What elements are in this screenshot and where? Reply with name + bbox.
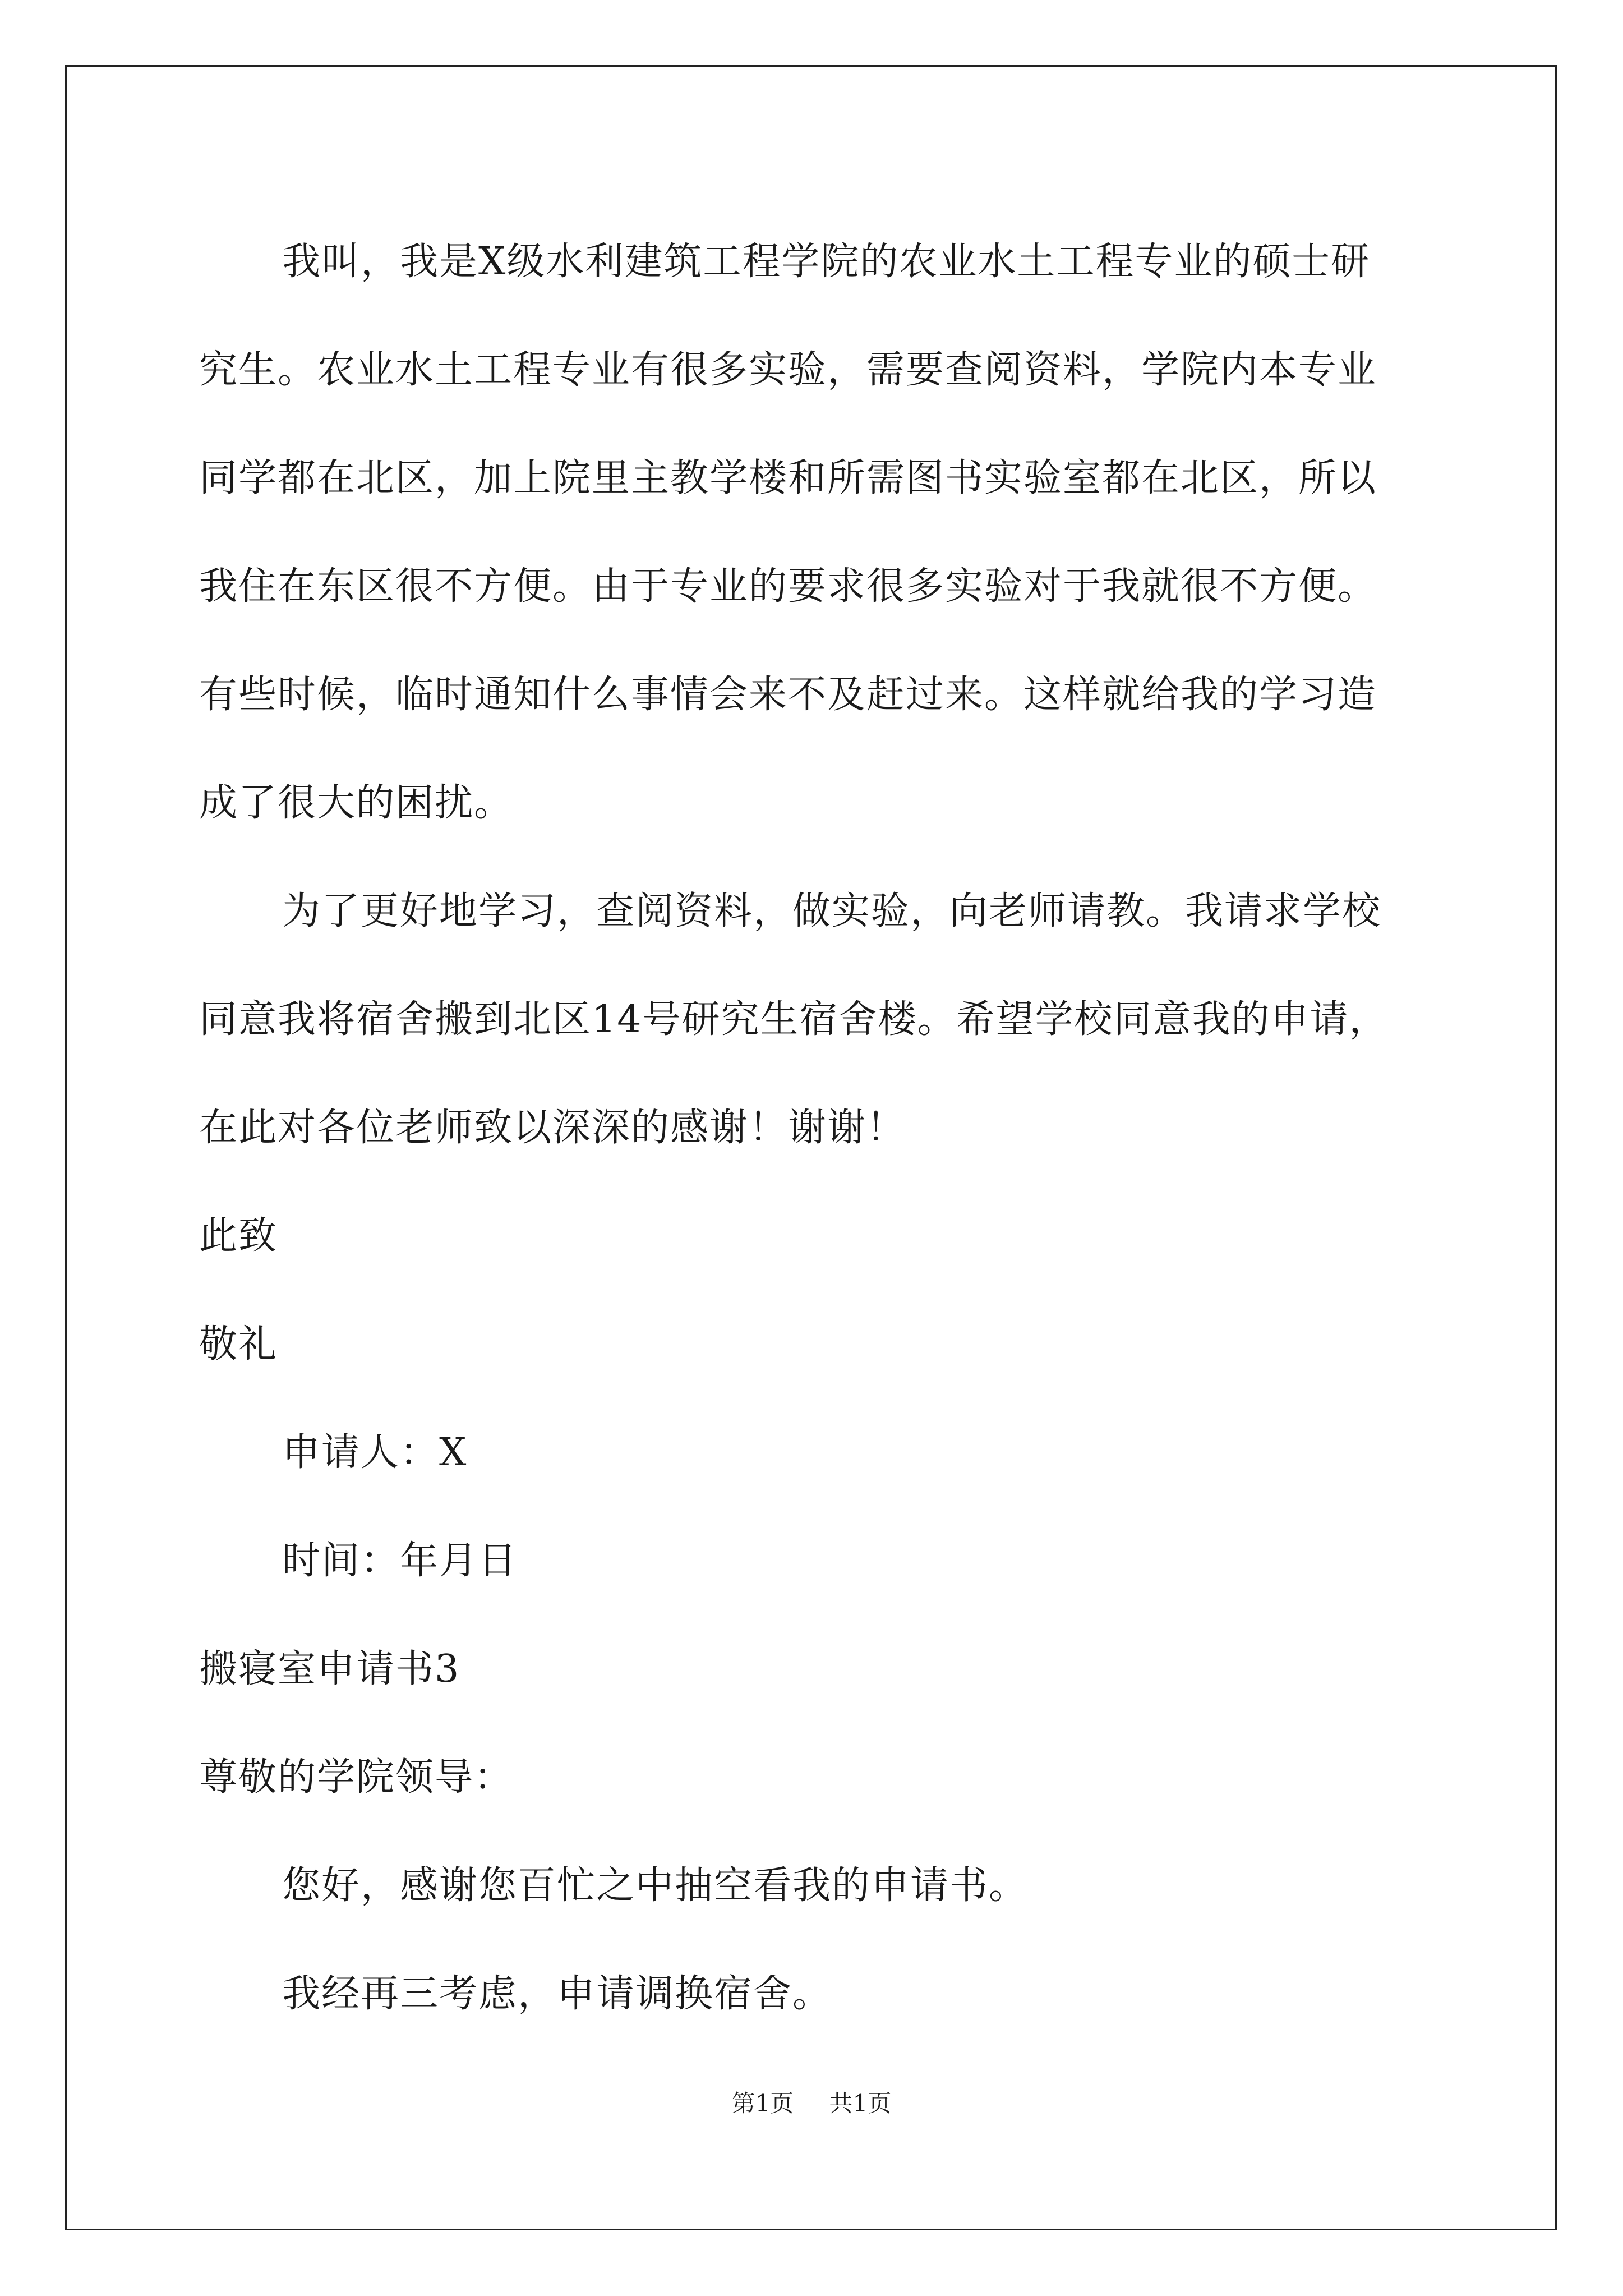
section-heading: 搬寝室申请书3 — [199, 1647, 460, 1691]
paragraph-line: 我经再三考虑，申请调换宿舍。 — [282, 1972, 832, 2016]
paragraph-line: 有些时候，临时通知什么事情会来不及赶过来。这样就给我的学习造 — [199, 673, 1377, 717]
paragraph-line: 为了更好地学习，查阅资料，做实验，向老师请教。我请求学校 — [282, 889, 1382, 933]
paragraph-line: 我住在东区很不方便。由于专业的要求很多实验对于我就很不方便。 — [199, 564, 1377, 609]
applicant-line: 申请人：X — [282, 1430, 468, 1475]
page-number: 第1页 — [731, 2090, 794, 2117]
paragraph-line: 在此对各位老师致以深深的感谢！谢谢！ — [199, 1106, 906, 1150]
paragraph-line: 您好，感谢您百忙之中抽空看我的申请书。 — [282, 1864, 1029, 1908]
paragraph-line: 究生。农业水土工程专业有很多实验，需要查阅资料，学院内本专业 — [199, 348, 1377, 392]
closing-regards: 敬礼 — [199, 1322, 278, 1366]
paragraph-line: 同学都在北区，加上院里主教学楼和所需图书实验室都在北区，所以 — [199, 456, 1377, 500]
paragraph-line: 我叫，我是X级水利建筑工程学院的农业水土工程专业的硕士研 — [282, 240, 1371, 284]
greeting-line: 尊敬的学院领导： — [199, 1755, 514, 1800]
paragraph-line: 同意我将宿舍搬到北区14号研究生宿舍楼。希望学校同意我的申请， — [199, 997, 1389, 1042]
closing-salutation: 此致 — [199, 1214, 278, 1258]
page-footer — [0, 2087, 1623, 2120]
paragraph-line: 成了很大的困扰。 — [199, 781, 514, 825]
date-line: 时间：年月日 — [282, 1539, 518, 1583]
page-total: 共1页 — [829, 2090, 892, 2117]
document-body — [199, 208, 1467, 2048]
